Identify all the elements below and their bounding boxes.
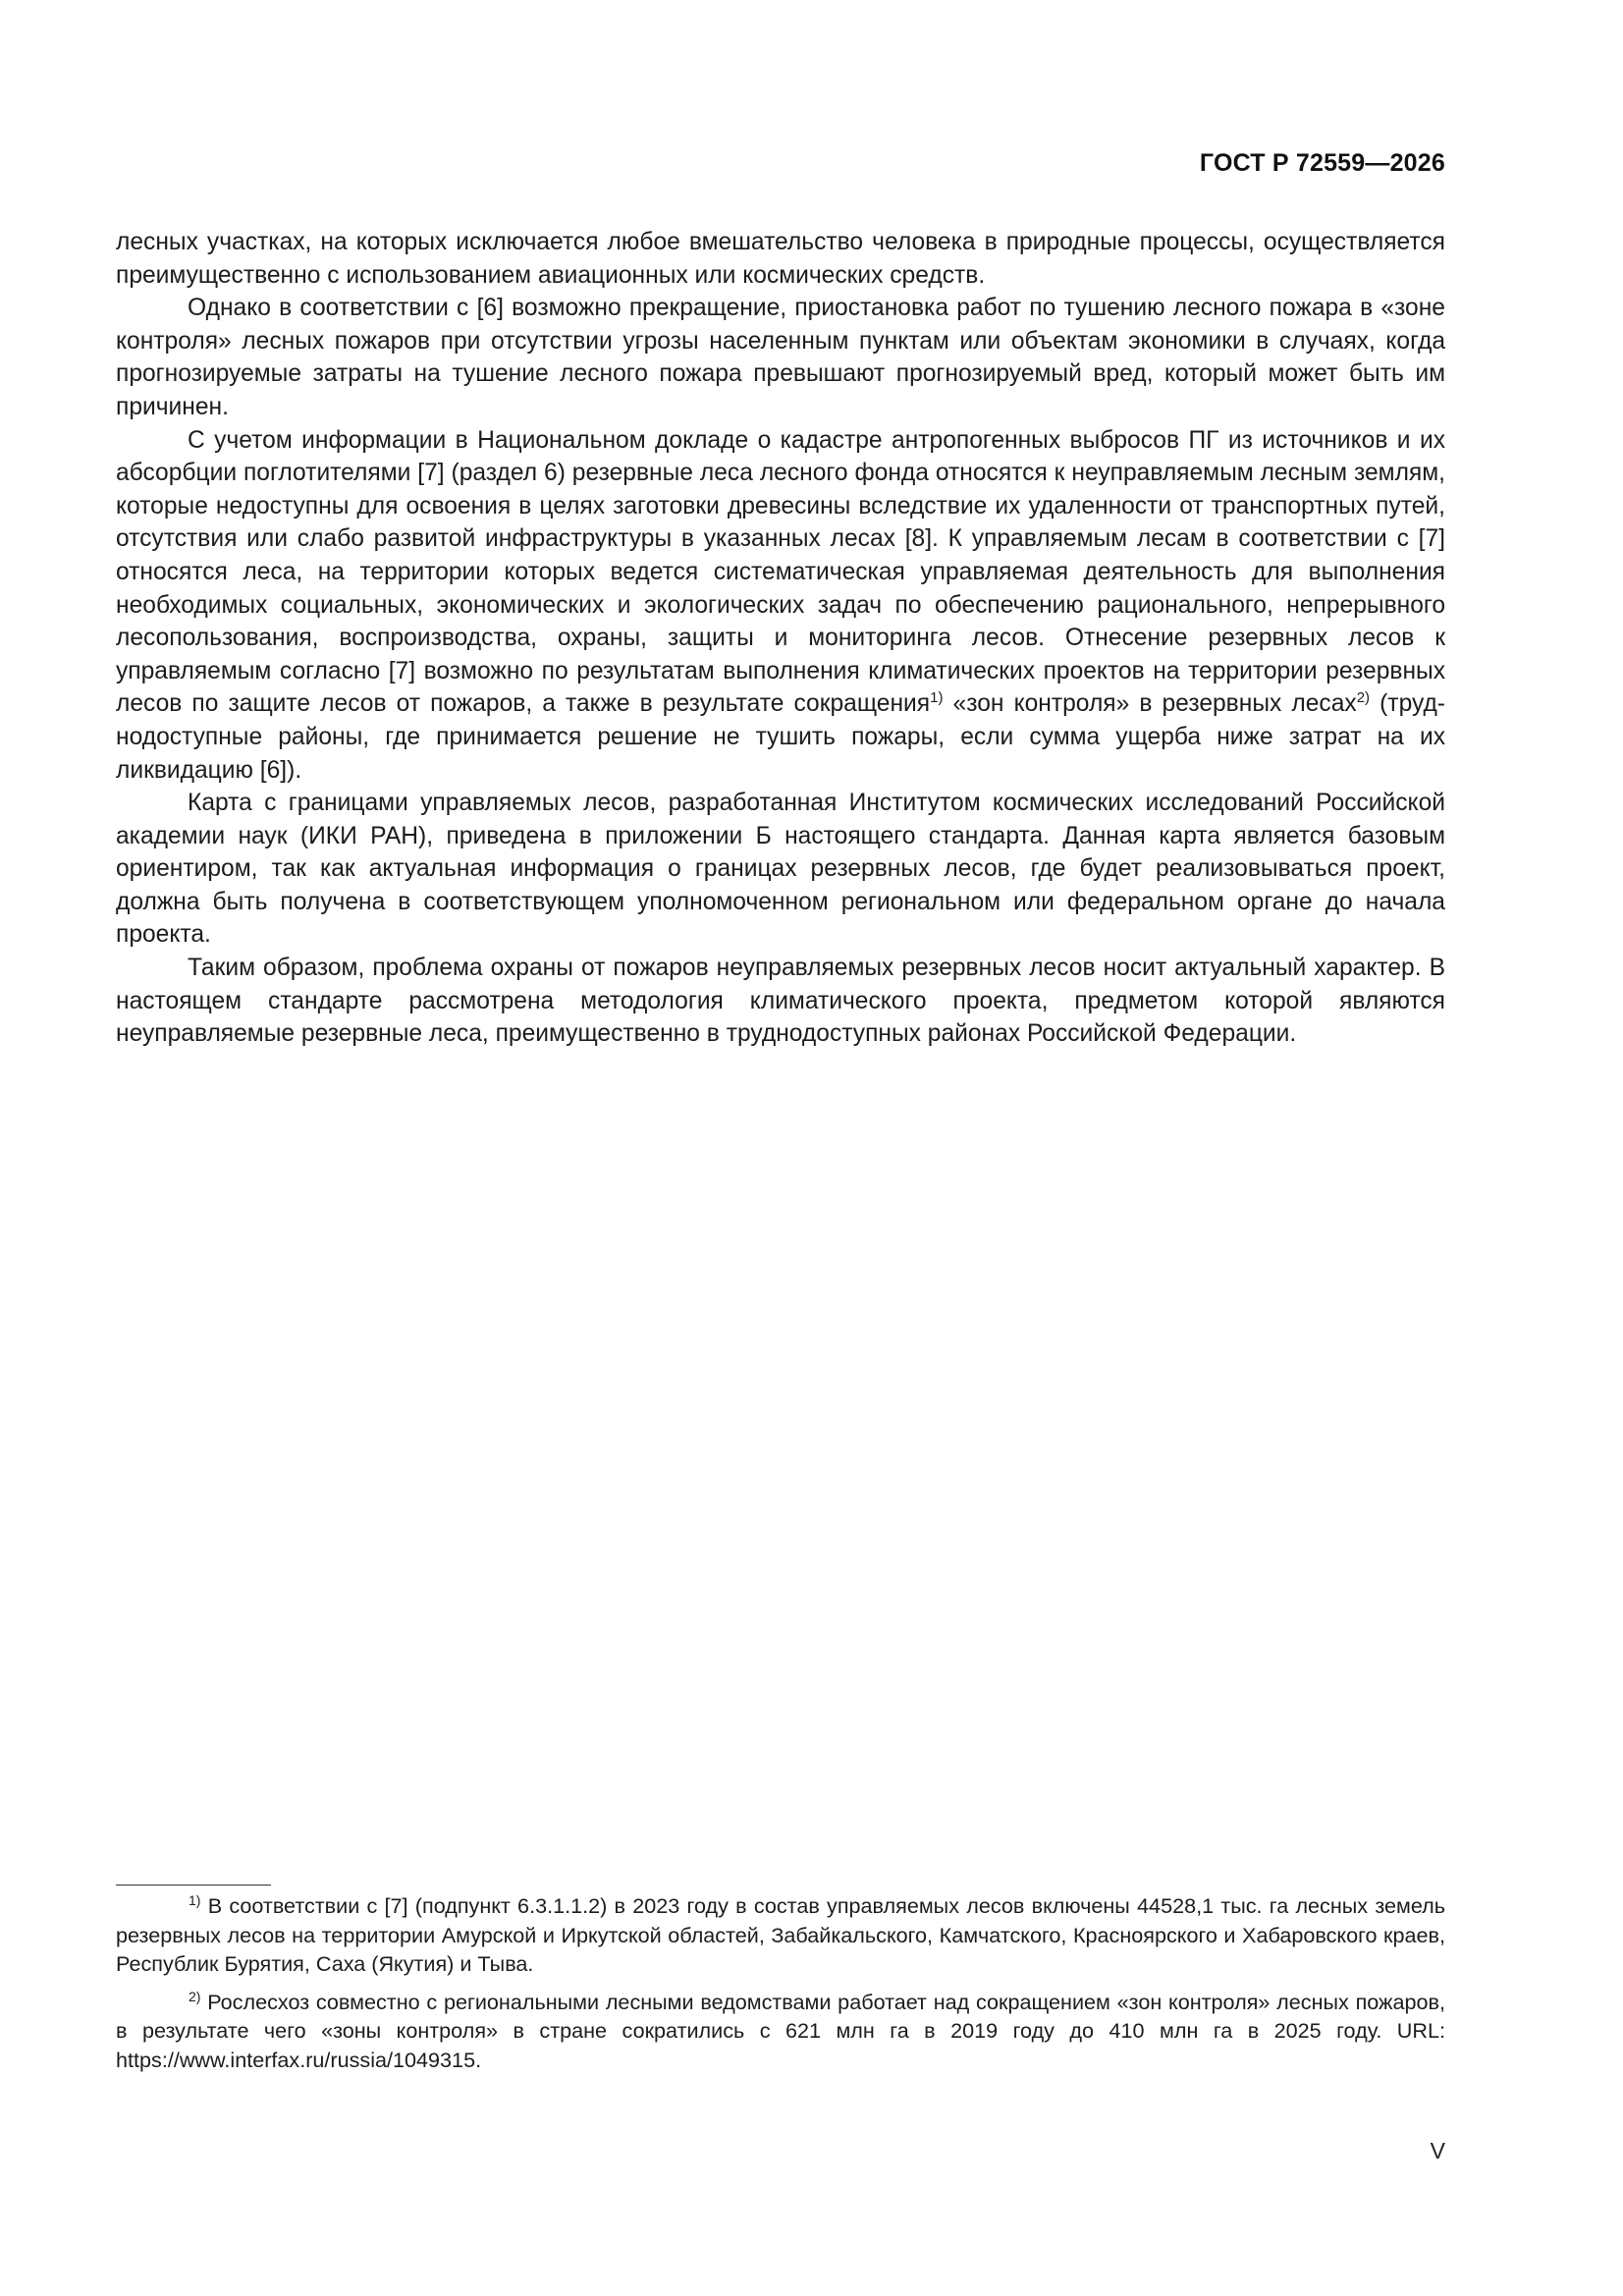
main-text [116, 226, 1445, 1051]
footnote-marker-2: 2) [189, 1988, 201, 2004]
footnote-1 [116, 1891, 1445, 1979]
footnotes [116, 1891, 1445, 2083]
footnote-separator [116, 1885, 271, 1886]
paragraph-fire-control-zone: Однако в соответствии с [6] возможно прекращение, приостановка работ по тушению лесного пожара в «зоне контроля» лесных пожаров при отсутствии угрозы населенным пунктам или объектам экономики в случаях, когда прогнозируемые затраты на тушение лесного пожара превышают прогнозируемый вред, который может быть им причинен. [116, 295, 1445, 420]
paragraph-text-part: «зон контроля» в резервных лесах [943, 690, 1357, 718]
footnote-ref-2[interactable]: 2) [1356, 689, 1371, 707]
footnote-text-1: В соответствии с [7] (подпункт 6.3.1.1.2) в 2023 году в состав управляемых лесов включены 44528,1 тыс. га лесных земель резервных лесов на территории Амурской и Иркутской областей, Забайкальского, Камчатского, Красноярского и Хабаровского краев, Республик Бурятия, Саха (Якутия) и Тыва. [116, 1893, 1445, 1976]
footnote-text-2: Рослесхоз совместно с региональными лесными ведомствами работает над сокращением «зон контроля» лесных пожаров, в результате чего «зоны контроля» в стране сократились с 621 млн га в 2019 году до 410 млн га в 2025 году. URL: https://www.interfax.ru/russia/1049315. [116, 1989, 1445, 2072]
page-number: V [1430, 2138, 1445, 2163]
footnote-marker-1: 1) [189, 1892, 201, 1908]
paragraph-map: Карта с границами управляемых лесов, разработанная Институтом космических исследований Российской академии наук (ИКИ РАН), приведена в приложении Б настоящего стандарта. Данная карта является базовым ориентиром, так как актуальная информация о границах резервных лесов, где будет реализовываться проект, должна быть получена в соответствующем уполномоченном региональном или федеральном органе до начала проекта. [116, 790, 1445, 949]
paragraph-text-part: С учетом информации в Национальном докладе о кадастре антропогенных выбросов ПГ из источников и их абсорбции поглотителями [7] (раздел 6) резервные леса лесного фонда относятся к неуправляемым лесным землям, которые недоступны для освоения в целях заготовки древесины вследствие их удаленности от транспортных путей, отсутствия или слабо развитой инфраструктуры в указанных лесах [8]. К управляемым лесам в соответствии с [7] относятся леса, на территории которых ведется систематическая управляемая деятельность для выполнения необходимых социальных, экономических и экологических задач по обеспечению рационального, непрерывного лесопользования, воспроизводства, охраны, защиты и мониторинга лесов. Отнесение резервных лесов к управляемым согласно [7] возможно по результатам выполнения климатических проектов на территории резервных лесов по защите лесов от пожаров, а также в результате сокращения [116, 426, 1445, 718]
paragraph-reserve-forests [116, 424, 1445, 788]
paragraph-text-part: (труднодоступные районы, где принимается решение не тушить пожары, если сумма ущерба ниже затрат на их ликвидацию [6]). [116, 690, 1445, 784]
paragraph-conclusion: Таким образом, проблема охраны от пожаров неуправляемых резервных лесов носит актуальный характер. В настоящем стандарте рассмотрена методология климатического проекта, предметом которой являются неуправляемые резервные леса, преимущественно в труднодоступных районах Российской Федерации. [116, 955, 1445, 1048]
paragraph-continued: лесных участках, на которых исключается любое вмешательство человека в природные процессы, осуществляется преимущественно с использованием авиационных или космических средств. [116, 229, 1445, 289]
footnote-ref-1[interactable]: 1) [930, 689, 944, 707]
footnote-2 [116, 1988, 1445, 2075]
page-header-standard-id: ГОСТ Р 72559—2026 [1199, 149, 1445, 177]
